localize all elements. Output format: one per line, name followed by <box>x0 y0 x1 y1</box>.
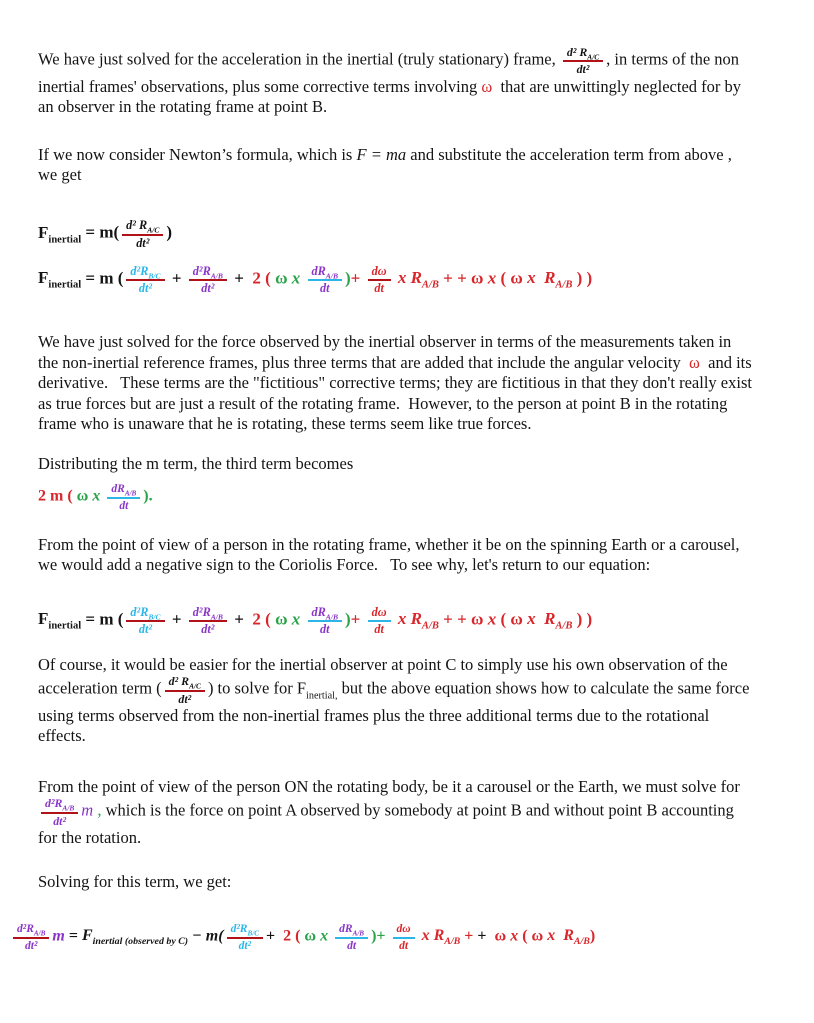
fraction: $\frac{dR_{A/B}}{dt}$ <box>308 265 343 296</box>
fraction: $\frac{d^2R_{B/C}}{\text{dt²}}$ <box>126 265 164 296</box>
paragraph-inertial-observer-easier: Of course, it would be easier for the inertial observer at point C to simply use his own observation of the acceleration term ( $\frac{d^2 R_{A/C}}{\text{dt²}}$ ) to solve for $F_{inertial,}$ but the above equation shows how to calculate the same force using terms observed from the non-inertial frames plus the three additional terms due to the rotational effects. <box>38 654 754 746</box>
paragraph-newton-formula: If we now consider Newton’s formula, which is F = ma and substitute the acceleration term from above , we get <box>38 144 737 184</box>
fraction: $\frac{d^2R_{A/B}}{\text{dt²}}$ <box>189 265 227 296</box>
fraction: $\frac{d^2R_{A/B}}{\text{dt²}}$ <box>41 797 78 828</box>
paragraph-distributing-m: Distributing the m term, the third term becomes <box>38 454 354 474</box>
fraction: $\frac{d^2R_{A/B}}{\text{dt²}}$ <box>13 923 49 953</box>
fraction: $\frac{d^2 R_{A/C}}{\text{dt²}}$ <box>165 675 205 706</box>
fraction: $\frac{d^2 R_{A/C}}{\text{dt²}}$ <box>563 46 603 77</box>
fraction: $\frac{dR_{A/B}}{dt}$ <box>335 923 368 953</box>
fraction: $\frac{d^2R_{B/C}}{\text{dt²}}$ <box>126 606 164 637</box>
fraction: $\frac{d\omega}{dt}$ <box>368 265 391 296</box>
fraction: $\frac{d\omega}{dt}$ <box>393 923 415 953</box>
paragraph-solving-lead-in: Solving for this term, we get: <box>38 872 232 892</box>
fraction: $\frac{d^2R_{A/B}}{\text{dt²}}$ <box>189 606 227 637</box>
equation-coriolis-term: 2 m ( ω x $\frac{dR_{A/B}}{dt}$ ). <box>38 482 153 512</box>
paragraph-force-observed: We have just solved for the force observed by the inertial observer in terms of the measurements taken in the non-inertial reference frames, plus three terms that are added that include the angular velocity ω and its derivative. These terms are the "fictitious" corrective terms; they are fictitious in that they don't really exist as true forces but are just a result of the rotating frame. However, to the person at point B in the rotating frame who is unaware that he is rotating, these terms seem like true forces. <box>38 332 757 433</box>
equation-inertial-simple: $F_{inertial} = m$( $\frac{d^2 R_{A/C}}{\text{dt²}}$ ) <box>38 218 173 251</box>
paragraph-person-on-rotating-body: From the point of view of the person ON the rotating body, be it a carousel or the Earth, we must solve for $\frac{d^2R_{A/B}}{\text{dt²}}$ m , which is the force on point A observed by somebody at point B and without point B accounting for the rotation. <box>38 776 744 847</box>
fraction: $\frac{d^2 R_{A/C}}{\text{dt²}}$ <box>122 219 163 250</box>
equation-inertial-expanded: $F_{inertial} = m$ ( $\frac{d^2R_{B/C}}{\text{dt²}}$ + $\frac{d^2R_{A/B}}{\text{dt²}}$ + 2 ( ω x $\frac{dR_{A/B}}{dt}$ )+ $\frac{d\omega}{dt}$ x $R_{A/B}$ + + ω x ( ω x $R_{A/B}$ ) ) <box>38 263 593 296</box>
equation-inertial-expanded-repeat: $F_{inertial} = m$ ( $\frac{d^2R_{B/C}}{\text{dt²}}$ + $\frac{d^2R_{A/B}}{\text{dt²}}$ + 2 ( ω x $\frac{dR_{A/B}}{dt}$ )+ $\frac{d\omega}{dt}$ x $R_{A/B}$ + + ω x ( ω x $R_{A/B}$ ) ) <box>38 604 593 637</box>
fraction: $\frac{d\omega}{dt}$ <box>368 606 391 637</box>
fraction: $\frac{d^2R_{B/C}}{\text{dt²}}$ <box>227 923 263 953</box>
equation-final-solved: $\frac{d^2R_{A/B}}{\text{dt²}}$ $m = F_{inertial (observed by C)} - m$( $\frac{d^2R_{B/C}}{\text{dt²}}$ + 2 ( ω x $\frac{dR_{A/B}}{dt}$ )+ $\frac{d\omega}{dt}$ x $R_{A/B}$ + + ω x ( ω x $R_{A/B}$) <box>10 923 780 953</box>
fraction: $\frac{dR_{A/B}}{dt}$ <box>107 483 140 513</box>
fraction: $\frac{dR_{A/B}}{dt}$ <box>308 606 343 637</box>
paragraph-rotating-frame-view: From the point of view of a person in the rotating frame, whether it be on the spinning Earth or a carousel, we would add a negative sign to the Coriolis Force. To see why, let's return to our equation: <box>38 534 744 575</box>
paragraph-acceleration-intro: We have just solved for the acceleration in the inertial (truly stationary) frame, $\frac{d^2 R_{A/C}}{\text{dt²}}$ , in terms of the non inertial frames' observations, plus some corrective terms involving ω that are unwittingly neglected for by an observer in the rotating frame at point B. <box>38 45 746 117</box>
